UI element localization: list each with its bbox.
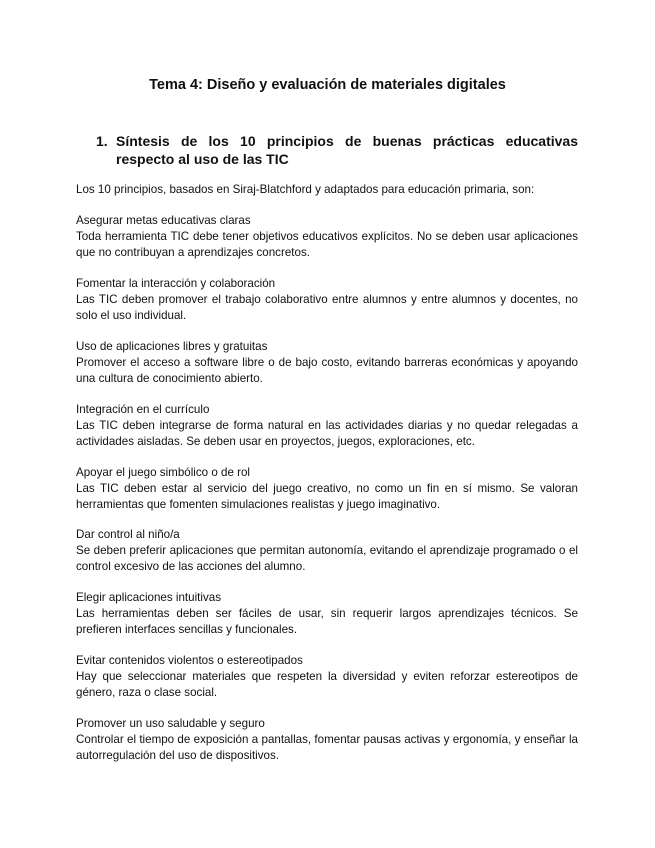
principle-title: Promover un uso saludable y seguro — [76, 717, 265, 731]
principle-item — [76, 213, 578, 261]
principle-item — [76, 465, 578, 513]
principle-item — [76, 716, 578, 764]
principle-title: Fomentar la interacción y colaboración — [76, 276, 276, 290]
principle-body: Toda herramienta TIC debe tener objetivos educativos explícitos. No se deben usar aplicaciones que no contribuyan a aprendizajes concretos. — [76, 230, 578, 259]
page-title: Tema 4: Diseño y evaluación de materiales digitales — [149, 77, 506, 93]
principle-item — [76, 653, 578, 701]
principle-title: Apoyar el juego simbólico o de rol — [76, 465, 251, 479]
principle-title: Dar control al niño/a — [76, 528, 180, 542]
principle-item — [76, 527, 578, 575]
principle-body: Controlar el tiempo de exposición a pantallas, fomentar pausas activas y ergonomía, y enseñar la autorregulación del uso de dispositivos. — [76, 733, 578, 763]
principle-body: Las herramientas deben ser fáciles de usar, sin requerir largos aprendizajes técnicos. Se prefieren interfaces sencillas y funcionales. — [76, 607, 578, 637]
principle-item — [76, 402, 578, 450]
principle-title: Evitar contenidos violentos o estereotipados — [76, 654, 303, 668]
section-number: 1. — [96, 133, 108, 149]
principle-item — [76, 339, 578, 387]
principle-item — [76, 276, 578, 324]
principle-body: Las TIC deben integrarse de forma natural en las actividades diarias y no quedar relegadas a actividades aisladas. Se deben usar en proyectos, juegos, exploraciones, etc. — [76, 418, 578, 448]
principle-body: Promover el acceso a software libre o de bajo costo, evitando barreras económicas y apoyando una cultura de conocimiento abierto. — [76, 355, 578, 385]
principle-title: Integración en el currículo — [76, 402, 210, 416]
principle-title: Asegurar metas educativas claras — [76, 214, 251, 227]
principle-item — [76, 590, 578, 638]
section-heading — [96, 132, 578, 168]
principle-body: Las TIC deben promover el trabajo colaborativo entre alumnos y entre alumnos y docentes, no solo el uso individual. — [76, 292, 578, 322]
section-heading-text: Síntesis de los 10 principios de buenas prácticas educativas respecto al uso de las TIC — [116, 133, 578, 167]
principle-title: Elegir aplicaciones intuitivas — [76, 591, 221, 605]
intro-paragraph: Los 10 principios, basados en Siraj-Blatchford y adaptados para educación primaria, son: — [76, 183, 535, 196]
principle-body: Se deben preferir aplicaciones que permitan autonomía, evitando el aprendizaje programado o el control excesivo de las acciones del alumno. — [76, 544, 578, 574]
principle-body: Las TIC deben estar al servicio del juego creativo, no como un fin en sí mismo. Se valoran herramientas que fomenten simulaciones realistas y juego imaginativo. — [76, 481, 578, 511]
principle-title: Uso de aplicaciones libres y gratuitas — [76, 339, 268, 353]
principle-body: Hay que seleccionar materiales que respeten la diversidad y eviten reforzar estereotipos de género, raza o clase social. — [76, 670, 578, 700]
principles-list — [76, 213, 578, 779]
